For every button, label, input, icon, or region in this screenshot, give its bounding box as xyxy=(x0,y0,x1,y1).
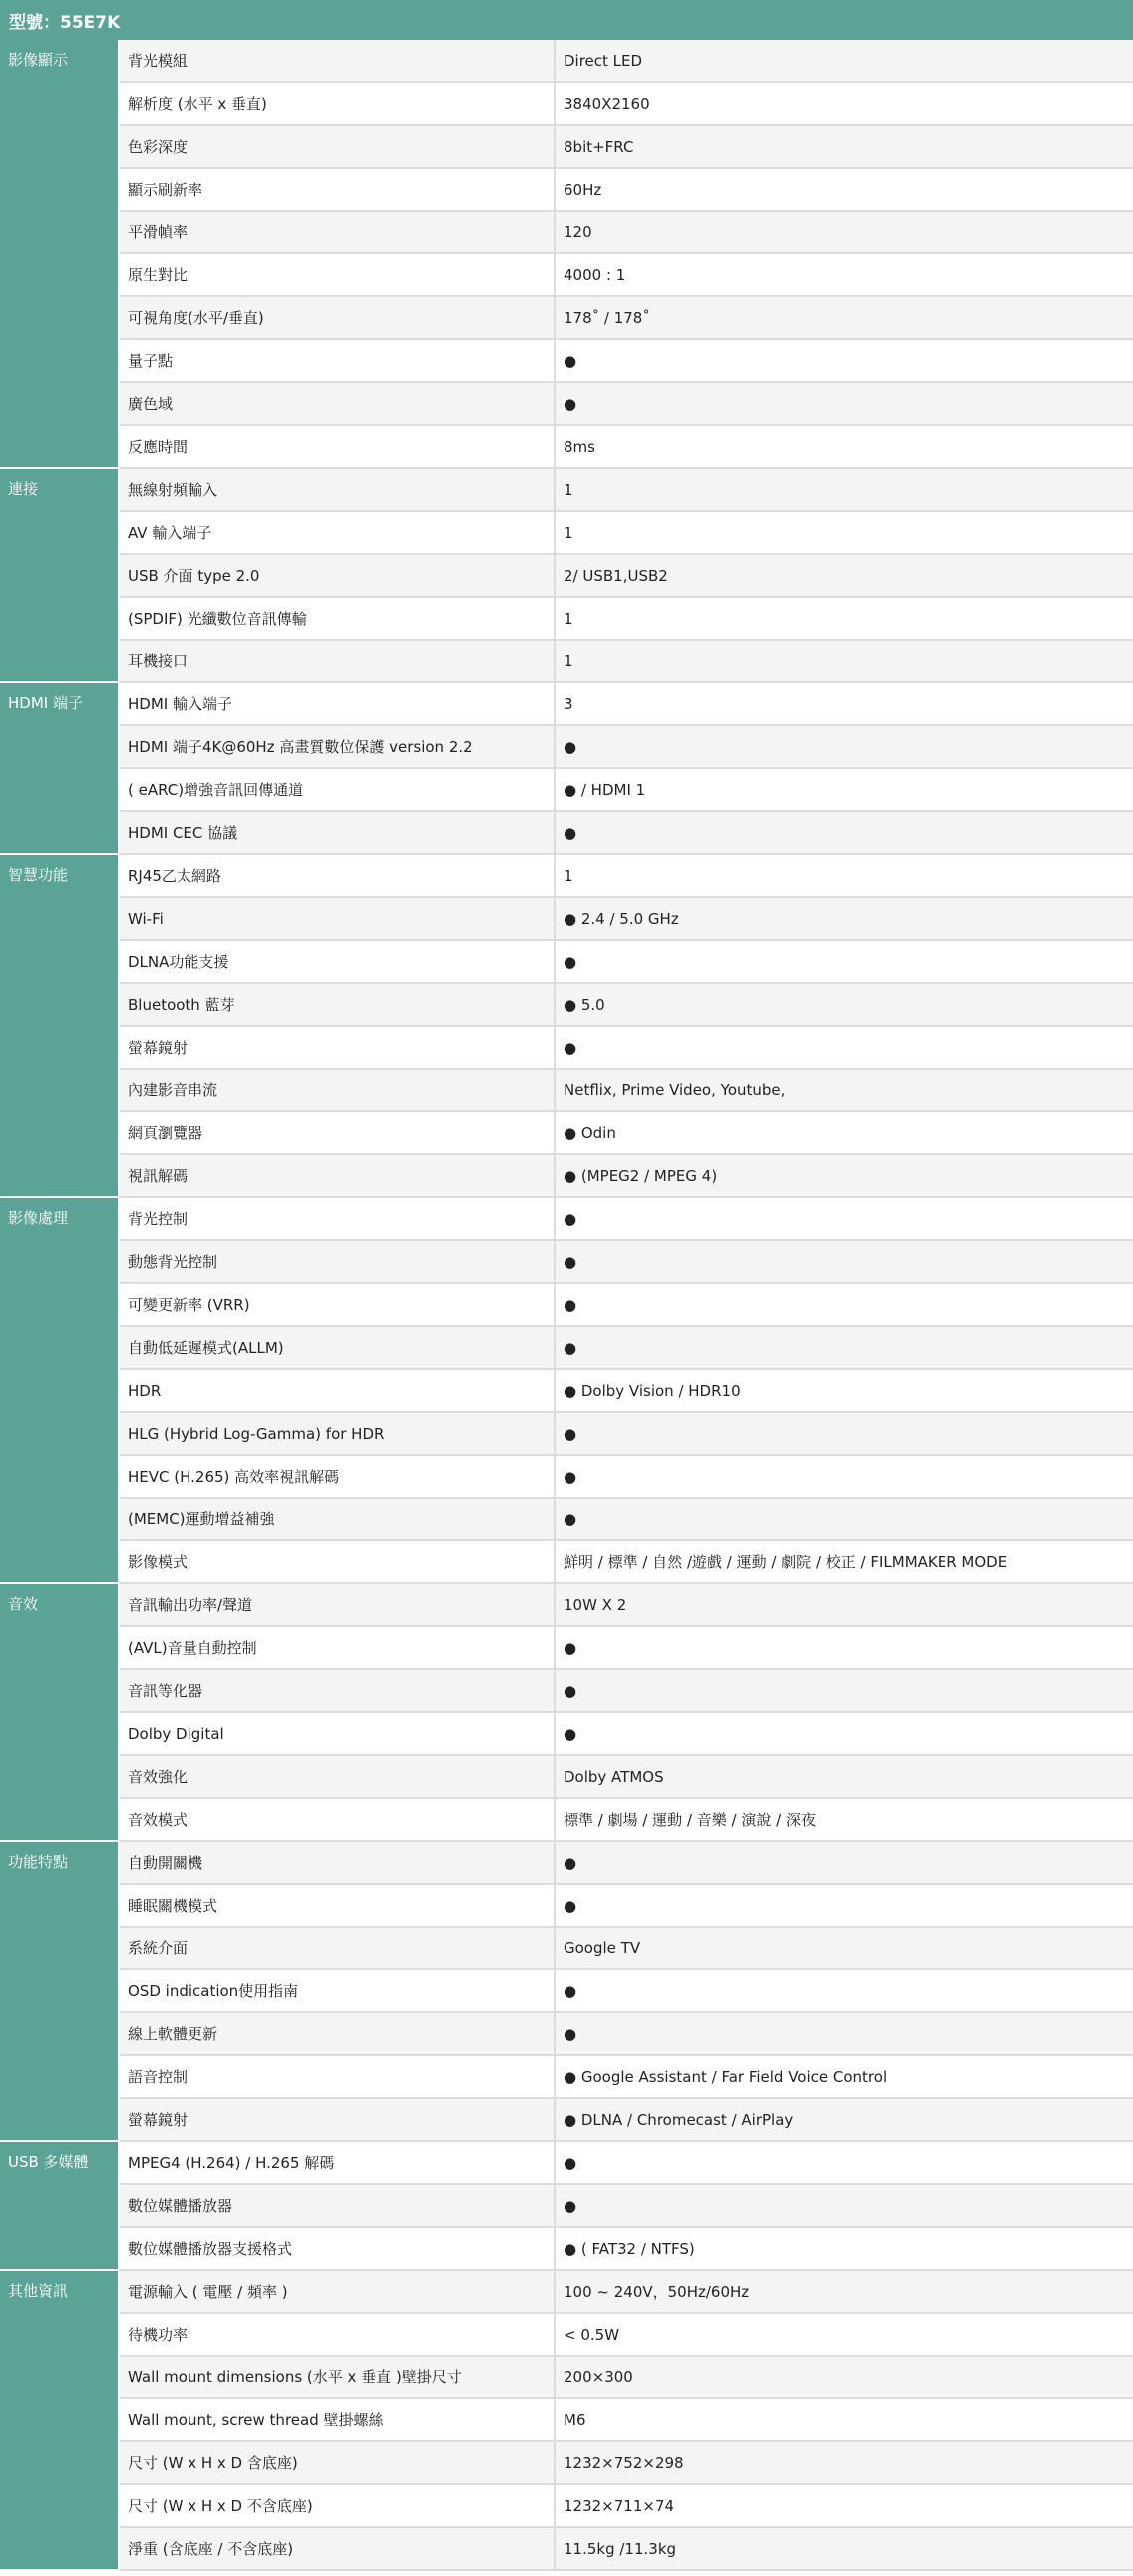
table-row xyxy=(0,297,1133,340)
spec-label: Bluetooth 藍芽 xyxy=(120,984,556,1027)
title-row xyxy=(0,0,1133,40)
spec-value: ● xyxy=(556,1713,1133,1756)
spec-label: MPEG4 (H.264) / H.265 解碼 xyxy=(120,2142,556,2185)
spec-value: ● ( FAT32 / NTFS) xyxy=(556,2228,1133,2271)
spec-value: 1 xyxy=(556,469,1133,512)
spec-value: ● xyxy=(556,1970,1133,2013)
spec-value: 120 xyxy=(556,212,1133,254)
spec-value: 鮮明 / 標準 / 自然 /遊戲 / 運動 / 劇院 / 校正 / FILMMAKER MODE xyxy=(556,1541,1133,1584)
table-row xyxy=(0,2314,1133,2357)
spec-label: 待機功率 xyxy=(120,2314,556,2357)
table-row xyxy=(0,83,1133,126)
table-row xyxy=(0,1713,1133,1756)
spec-value: 3 xyxy=(556,683,1133,726)
spec-value: 60Hz xyxy=(556,169,1133,212)
table-row xyxy=(0,469,1133,512)
table-row xyxy=(0,2185,1133,2228)
spec-value: 8ms xyxy=(556,426,1133,469)
spec-label: 尺寸 (W x H x D 含底座) xyxy=(120,2442,556,2485)
spec-label: 平滑幀率 xyxy=(120,212,556,254)
spec-value: 8bit+FRC xyxy=(556,126,1133,169)
table-row xyxy=(0,254,1133,297)
table-row xyxy=(0,1499,1133,1541)
spec-label: 內建影音串流 xyxy=(120,1070,556,1112)
spec-label: 量子點 xyxy=(120,340,556,383)
spec-value: 標準 / 劇場 / 運動 / 音樂 / 演說 / 深夜 xyxy=(556,1799,1133,1842)
table-row xyxy=(0,555,1133,598)
table-row xyxy=(0,40,1133,83)
spec-value: ● xyxy=(556,812,1133,855)
spec-value: 1 xyxy=(556,598,1133,641)
spec-label: 螢幕鏡射 xyxy=(120,2099,556,2142)
spec-value: ● (MPEG2 / MPEG 4) xyxy=(556,1155,1133,1198)
table-row xyxy=(0,769,1133,812)
spec-value: 4000 : 1 xyxy=(556,254,1133,297)
spec-value: M6 xyxy=(556,2399,1133,2442)
table-row xyxy=(0,1885,1133,1928)
spec-label: HDMI 輸入端子 xyxy=(120,683,556,726)
spec-value: ● Dolby Vision / HDR10 xyxy=(556,1370,1133,1413)
table-row xyxy=(0,1928,1133,1970)
spec-value: Dolby ATMOS xyxy=(556,1756,1133,1799)
category-label: 影像顯示 xyxy=(0,40,120,469)
table-row xyxy=(0,1112,1133,1155)
table-row xyxy=(0,1456,1133,1499)
table-row xyxy=(0,1970,1133,2013)
table-row xyxy=(0,641,1133,683)
category-label: 智慧功能 xyxy=(0,855,120,1198)
spec-label: HLG (Hybrid Log-Gamma) for HDR xyxy=(120,1413,556,1456)
spec-label: 網頁瀏覽器 xyxy=(120,1112,556,1155)
spec-label: 自動開關機 xyxy=(120,1842,556,1885)
spec-label: 廣色域 xyxy=(120,383,556,426)
spec-label: 睡眠關機模式 xyxy=(120,1885,556,1928)
spec-label: HDMI CEC 協議 xyxy=(120,812,556,855)
spec-label: 顯示刷新率 xyxy=(120,169,556,212)
spec-value: ● xyxy=(556,340,1133,383)
table-row xyxy=(0,1799,1133,1842)
spec-label: HEVC (H.265) 高效率視訊解碼 xyxy=(120,1456,556,1499)
spec-label: 淨重 (含底座 / 不含底座) xyxy=(120,2528,556,2571)
spec-label: 螢幕鏡射 xyxy=(120,1027,556,1070)
spec-label: 動態背光控制 xyxy=(120,1241,556,1284)
spec-value: 3840X2160 xyxy=(556,83,1133,126)
table-row xyxy=(0,2056,1133,2099)
spec-value: Direct LED xyxy=(556,40,1133,83)
table-row xyxy=(0,1284,1133,1327)
spec-label: 自動低延遲模式(ALLM) xyxy=(120,1327,556,1370)
spec-label: 解析度 (水平 x 垂直) xyxy=(120,83,556,126)
spec-value: 2/ USB1,USB2 xyxy=(556,555,1133,598)
spec-value: ● xyxy=(556,1456,1133,1499)
spec-value: 100 ~ 240V，50Hz/60Hz xyxy=(556,2271,1133,2314)
spec-value: ● xyxy=(556,383,1133,426)
spec-label: 耳機接口 xyxy=(120,641,556,683)
table-row xyxy=(0,2013,1133,2056)
spec-value: ● xyxy=(556,1499,1133,1541)
spec-value: ● xyxy=(556,1198,1133,1241)
spec-value: ● 2.4 / 5.0 GHz xyxy=(556,898,1133,941)
spec-value: ● xyxy=(556,1627,1133,1670)
spec-value: 178˚ / 178˚ xyxy=(556,297,1133,340)
spec-value: ● xyxy=(556,2185,1133,2228)
table-row xyxy=(0,1413,1133,1456)
spec-value: ● xyxy=(556,2142,1133,2185)
table-row xyxy=(0,1541,1133,1584)
spec-value: ● xyxy=(556,1241,1133,1284)
spec-label: HDR xyxy=(120,1370,556,1413)
spec-label: DLNA功能支援 xyxy=(120,941,556,984)
table-row xyxy=(0,1370,1133,1413)
spec-label: OSD indication使用指南 xyxy=(120,1970,556,2013)
table-row xyxy=(0,2442,1133,2485)
table-row xyxy=(0,1027,1133,1070)
table-row xyxy=(0,1155,1133,1198)
spec-value: 1232×752×298 xyxy=(556,2442,1133,2485)
spec-label: 背光控制 xyxy=(120,1198,556,1241)
table-row xyxy=(0,855,1133,898)
spec-label: 原生對比 xyxy=(120,254,556,297)
spec-label: HDMI 端子4K@60Hz 高畫質數位保護 version 2.2 xyxy=(120,726,556,769)
category-label: 其他資訊 xyxy=(0,2271,120,2571)
table-row xyxy=(0,2228,1133,2271)
table-row xyxy=(0,941,1133,984)
spec-label: 音效模式 xyxy=(120,1799,556,1842)
table-row xyxy=(0,1627,1133,1670)
spec-value: 1 xyxy=(556,641,1133,683)
category-label: 音效 xyxy=(0,1584,120,1842)
table-row xyxy=(0,2399,1133,2442)
table-row xyxy=(0,2099,1133,2142)
spec-label: 背光模組 xyxy=(120,40,556,83)
spec-label: 語音控制 xyxy=(120,2056,556,2099)
spec-value: ● xyxy=(556,1413,1133,1456)
spec-value: 200×300 xyxy=(556,2357,1133,2399)
spec-label: 系統介面 xyxy=(120,1928,556,1970)
spec-label: (MEMC)運動增益補強 xyxy=(120,1499,556,1541)
spec-value: ● 5.0 xyxy=(556,984,1133,1027)
spec-value: ● xyxy=(556,941,1133,984)
table-row xyxy=(0,426,1133,469)
spec-value: Google TV xyxy=(556,1928,1133,1970)
spec-value: Netflix, Prime Video, Youtube, xyxy=(556,1070,1133,1112)
table-row xyxy=(0,2528,1133,2571)
spec-value: ● Google Assistant / Far Field Voice Control xyxy=(556,2056,1133,2099)
spec-value: 10W X 2 xyxy=(556,1584,1133,1627)
spec-label: 音訊輸出功率/聲道 xyxy=(120,1584,556,1627)
table-row xyxy=(0,340,1133,383)
spec-label: (SPDIF) 光纖數位音訊傳輸 xyxy=(120,598,556,641)
model-title: 型號：55E7K xyxy=(0,0,1133,40)
category-label: USB 多媒體 xyxy=(0,2142,120,2271)
table-row xyxy=(0,512,1133,555)
spec-label: Wall mount dimensions (水平 x 垂直 )壁掛尺寸 xyxy=(120,2357,556,2399)
spec-label: 電源輸入 ( 電壓 / 頻率 ) xyxy=(120,2271,556,2314)
table-row xyxy=(0,2142,1133,2185)
spec-label: 線上軟體更新 xyxy=(120,2013,556,2056)
spec-value: ● xyxy=(556,726,1133,769)
spec-value: ● xyxy=(556,1327,1133,1370)
table-row xyxy=(0,212,1133,254)
category-label: HDMI 端子 xyxy=(0,683,120,855)
spec-value: ● xyxy=(556,1027,1133,1070)
spec-value: ● / HDMI 1 xyxy=(556,769,1133,812)
table-row xyxy=(0,169,1133,212)
category-label: 影像處理 xyxy=(0,1198,120,1584)
spec-label: Wi-Fi xyxy=(120,898,556,941)
table-row xyxy=(0,1327,1133,1370)
spec-label: 音訊等化器 xyxy=(120,1670,556,1713)
spec-value: ● xyxy=(556,1885,1133,1928)
table-row xyxy=(0,2357,1133,2399)
spec-label: 視訊解碼 xyxy=(120,1155,556,1198)
table-row xyxy=(0,812,1133,855)
spec-label: 數位媒體播放器 xyxy=(120,2185,556,2228)
spec-label: RJ45乙太網路 xyxy=(120,855,556,898)
table-row xyxy=(0,1670,1133,1713)
spec-value: ● xyxy=(556,1842,1133,1885)
table-row xyxy=(0,1584,1133,1627)
spec-label: (AVL)音量自動控制 xyxy=(120,1627,556,1670)
spec-label: 可視角度(水平/垂直) xyxy=(120,297,556,340)
spec-value: ● Odin xyxy=(556,1112,1133,1155)
spec-label: Wall mount, screw thread 壁掛螺絲 xyxy=(120,2399,556,2442)
table-row xyxy=(0,598,1133,641)
spec-label: 尺寸 (W x H x D 不含底座) xyxy=(120,2485,556,2528)
category-label: 功能特點 xyxy=(0,1842,120,2142)
spec-label: 可變更新率 (VRR) xyxy=(120,1284,556,1327)
spec-label: USB 介面 type 2.0 xyxy=(120,555,556,598)
table-row xyxy=(0,1842,1133,1885)
spec-value: 1 xyxy=(556,512,1133,555)
spec-label: 反應時間 xyxy=(120,426,556,469)
spec-label: 影像模式 xyxy=(120,1541,556,1584)
table-row xyxy=(0,898,1133,941)
spec-value: 1 xyxy=(556,855,1133,898)
spec-value: ● DLNA / Chromecast / AirPlay xyxy=(556,2099,1133,2142)
spec-label: Dolby Digital xyxy=(120,1713,556,1756)
spec-value: ● xyxy=(556,1670,1133,1713)
spec-value: ● xyxy=(556,1284,1133,1327)
table-row xyxy=(0,726,1133,769)
table-row xyxy=(0,1756,1133,1799)
spec-label: 音效強化 xyxy=(120,1756,556,1799)
spec-value: < 0.5W xyxy=(556,2314,1133,2357)
spec-label: ( eARC)增強音訊回傳通道 xyxy=(120,769,556,812)
spec-label: 數位媒體播放器支援格式 xyxy=(120,2228,556,2271)
table-row xyxy=(0,1070,1133,1112)
table-row xyxy=(0,1241,1133,1284)
table-row xyxy=(0,984,1133,1027)
spec-value: ● xyxy=(556,2013,1133,2056)
table-row xyxy=(0,126,1133,169)
spec-label: 無線射頻輸入 xyxy=(120,469,556,512)
table-row xyxy=(0,683,1133,726)
table-row xyxy=(0,383,1133,426)
table-row xyxy=(0,2271,1133,2314)
spec-label: AV 輸入端子 xyxy=(120,512,556,555)
spec-value: 1232×711×74 xyxy=(556,2485,1133,2528)
table-row xyxy=(0,1198,1133,1241)
spec-value: 11.5kg /11.3kg xyxy=(556,2528,1133,2571)
table-row xyxy=(0,2485,1133,2528)
spec-label: 色彩深度 xyxy=(120,126,556,169)
category-label: 連接 xyxy=(0,469,120,683)
spec-body xyxy=(0,40,1133,2571)
